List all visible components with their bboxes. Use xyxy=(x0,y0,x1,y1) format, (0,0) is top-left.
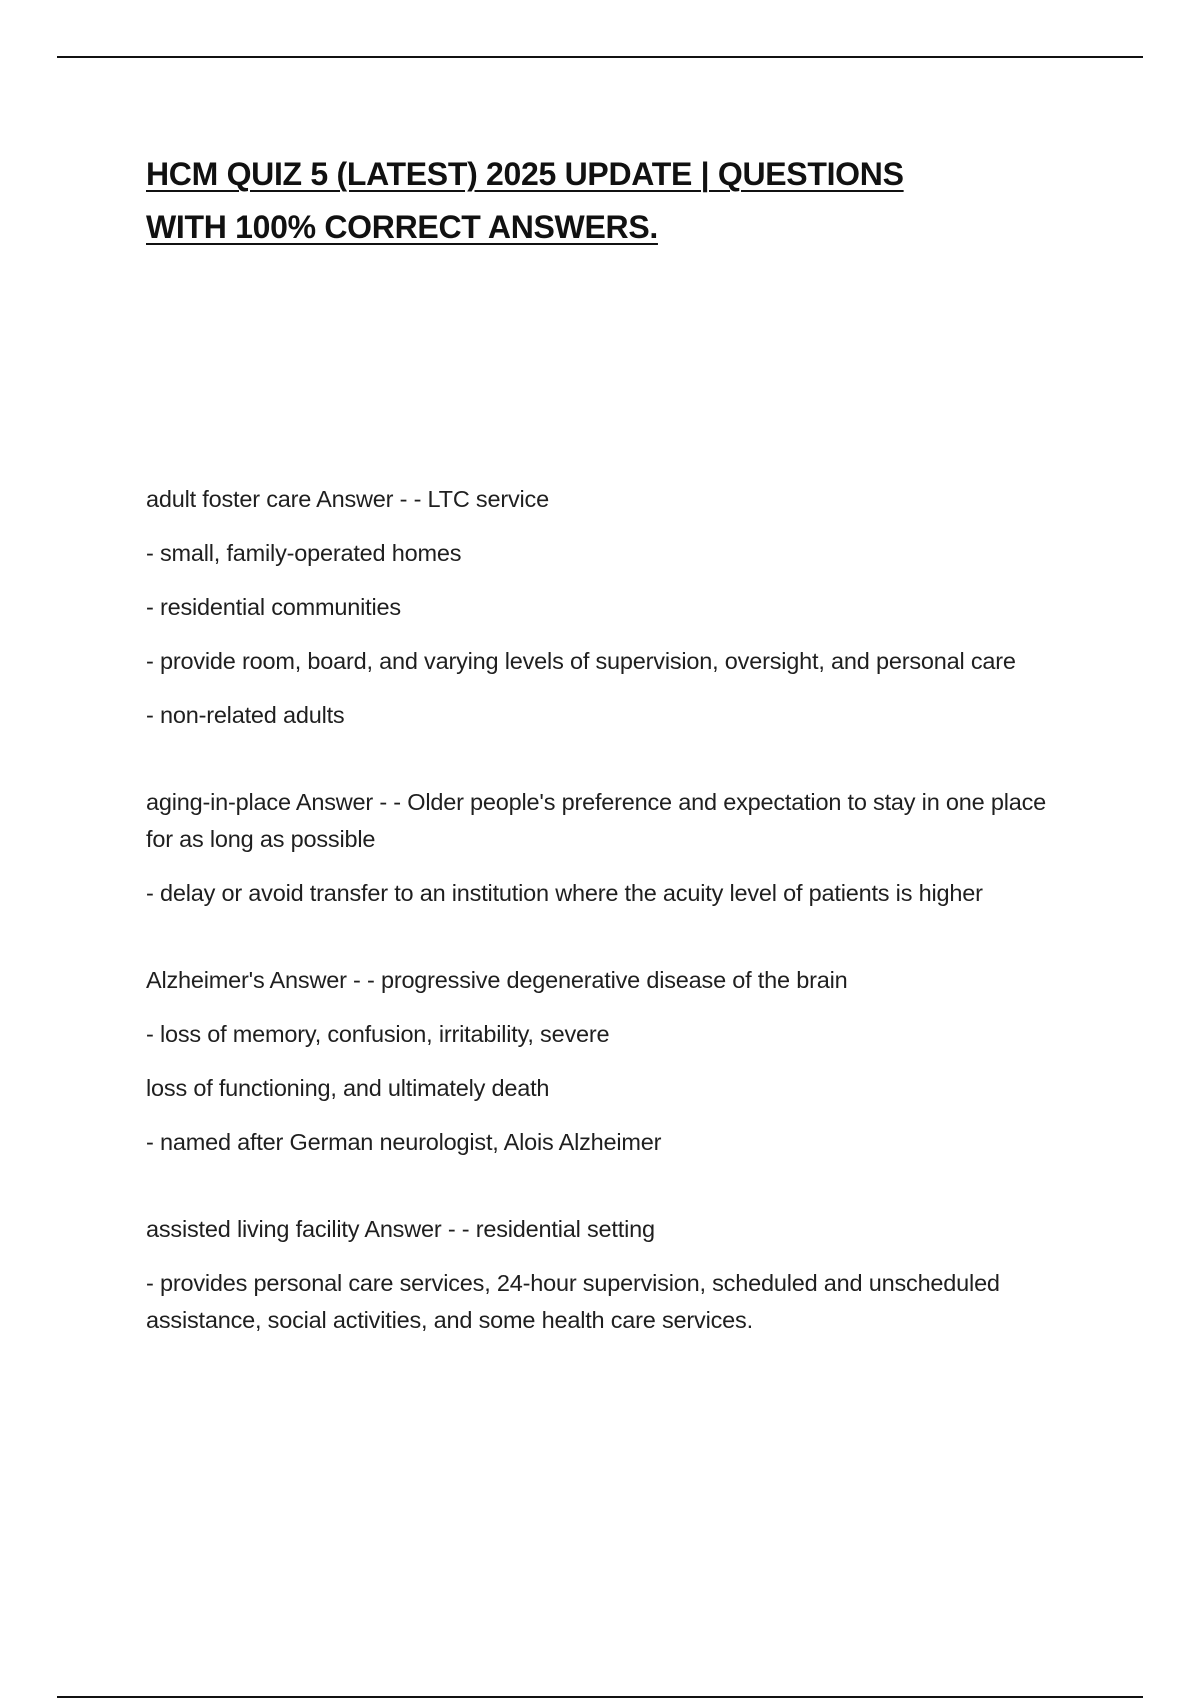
entry-assisted-living-facility xyxy=(146,1211,1066,1339)
entry-line: - residential communities xyxy=(146,594,401,620)
entry-line: - delay or avoid transfer to an institution where the acuity level of patients is higher xyxy=(146,880,983,906)
entry-line: - small, family-operated homes xyxy=(146,540,462,566)
entry-line: Alzheimer's Answer - - progressive degenerative disease of the brain xyxy=(146,967,848,993)
entry-line: - loss of memory, confusion, irritability, severe xyxy=(146,1021,610,1047)
entry-line: - provide room, board, and varying levels of supervision, oversight, and personal care xyxy=(146,648,1016,674)
entry-line: - provides personal care services, 24-hour supervision, scheduled and unscheduled assistance, social activities, and some health care services. xyxy=(146,1270,1000,1333)
entry-alzheimers xyxy=(146,962,1066,1161)
bottom-divider xyxy=(57,1696,1143,1698)
entry-adult-foster-care xyxy=(146,481,1066,734)
entry-line: loss of functioning, and ultimately death xyxy=(146,1075,550,1101)
title-line: WITH 100% CORRECT ANSWERS. xyxy=(146,209,658,245)
entry-line: - named after German neurologist, Alois Alzheimer xyxy=(146,1129,662,1155)
entry-line: assisted living facility Answer - - residential setting xyxy=(146,1216,655,1242)
entry-line: aging-in-place Answer - - Older people's preference and expectation to stay in one place for as long as possible xyxy=(146,789,1047,852)
entry-line: - non-related adults xyxy=(146,702,345,728)
entry-line: adult foster care Answer - - LTC service xyxy=(146,486,549,512)
title-line: HCM QUIZ 5 (LATEST) 2025 UPDATE | QUESTIONS xyxy=(146,156,904,192)
entry-aging-in-place xyxy=(146,784,1066,912)
document-body xyxy=(146,481,1066,1389)
top-divider xyxy=(57,56,1143,58)
document-title xyxy=(146,148,1106,254)
